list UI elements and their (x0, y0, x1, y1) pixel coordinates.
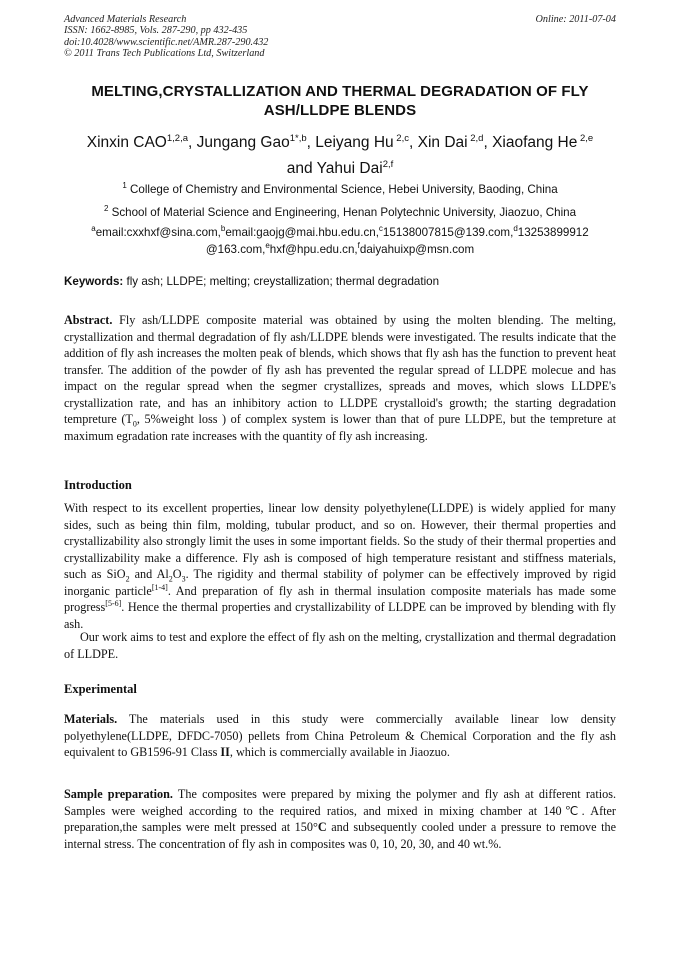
sample-preparation-paragraph (64, 786, 616, 852)
author-affiliation-mark: 1*,b (289, 132, 307, 144)
email-mark: a (91, 224, 96, 234)
experimental-heading: Experimental (64, 682, 137, 696)
author-name: Xiaofang He (492, 134, 578, 151)
body-text: . And preparation of fly ash in thermal insulation composite materials has made some progress (64, 583, 616, 614)
affiliation-mark: 2 (103, 204, 109, 214)
author-name: Leiyang Hu (315, 134, 394, 151)
email-mark: c (378, 224, 383, 234)
journal-issn: ISSN: 1662-8985, Vols. 287-290, pp 432-435 (64, 25, 248, 37)
keywords (64, 274, 616, 289)
introduction-heading: Introduction (64, 478, 132, 492)
affiliation-1 (64, 182, 616, 197)
body-text: The materials used in this study were commercially available linear low density polyethylene(LLDPE, DFDC-7050) pellets from China Petroleum & Chemical Corporation and the fly ash equivalent to GB1596-91 Class (64, 712, 616, 759)
author-affiliation-mark: 2,f (382, 158, 394, 170)
author-separator: , (306, 134, 316, 151)
citation: [1-4] (151, 582, 168, 592)
author-affiliation-mark: 2,d (467, 132, 484, 144)
paper-title: MELTING,CRYSTALLIZATION AND THERMAL DEGRADATION OF FLY ASH/LLDPE BLENDS (91, 83, 589, 119)
abstract-text: Fly ash/LLDPE composite material was obtained by using the molten blending. The melting, crystallization and thermal degradation of fly ash/LLDPE blends were investigated. The results indicate that the addition of fly ash increases the molten peak of blends, which shows that fly ash has the function to prevent heat transfer. The addition of the powder of fly ash has prevented the regular spread of LLDPE molecue and has impact on the regular spread when the segmer crystallizes, spreads and moves, which slows LLDPE's crystallization rate, and has an inhibitory action to LLDPE crystalloid's growth; the starting degradation tempreture (T (64, 313, 616, 426)
journal-header (64, 14, 616, 60)
author-name: Xinxin CAO (86, 134, 167, 151)
email-mark: d (513, 224, 518, 234)
keywords-label: Keywords: (64, 275, 124, 288)
introduction-paragraph-1 (64, 500, 616, 632)
email-list (64, 225, 616, 258)
body-text: O (172, 567, 182, 581)
abstract (64, 312, 616, 444)
body-bold: C (317, 820, 327, 834)
introduction-paragraph-2: Our work aims to test and explore the effect of fly ash on the melting, crystallization and thermal degradation of LLDPE. (64, 630, 616, 661)
author-name: and Yahui Dai (286, 160, 383, 177)
body-bold: II (220, 745, 230, 759)
abstract-text: , 5%weight loss ) of complex system is lower than that of pure LLDPE, but the tempreture at maximum egradation rate increases with the quantity of fly ash increasing. (64, 412, 616, 443)
subscript: 3 (181, 574, 186, 584)
author-separator: , (483, 134, 493, 151)
author-affiliation-mark: 1,2,a (166, 132, 189, 144)
journal-name: Advanced Materials Research (64, 14, 187, 25)
author-affiliation-mark: 2,e (577, 132, 594, 144)
abstract-subscript: 0 (132, 419, 137, 429)
body-text: , which is commercially available in Jiaozuo. (229, 745, 450, 759)
author-affiliation-mark: 2,c (393, 132, 409, 144)
email-link[interactable]: daiyahuixp@msn.com (359, 242, 475, 256)
online-date: Online: 2011-07-04 (535, 14, 616, 25)
author-separator: , (188, 134, 197, 151)
materials-paragraph (64, 711, 616, 761)
subscript: 2 (168, 574, 173, 584)
citation: [5-6] (105, 598, 122, 608)
body-text: . The rigidity and thermal stability of polymer can be effectively improved by rigid inorganic particle (64, 567, 616, 598)
author-separator: , (408, 134, 418, 151)
email-link[interactable]: 13253899912 @163.com, (205, 226, 589, 256)
affiliation-2 (64, 205, 616, 220)
email-mark: e (265, 240, 270, 250)
email-link[interactable]: hxf@hpu.edu.cn, (269, 242, 358, 256)
body-text: and subsequently cooled under a pressure to remove the internal stress. The concentration of fly ash in composites was 0, 10, 20, 30, and 40 wt.%. (64, 820, 616, 851)
affiliation-text: School of Material Science and Engineering, Henan Polytechnic University, Jiaozuo, China (111, 206, 577, 219)
body-text: and Al (129, 567, 169, 581)
email-link[interactable]: 15138007815@139.com, (382, 226, 514, 239)
journal-doi: doi:10.4028/www.scientific.net/AMR.287-290.432 (64, 36, 269, 48)
affiliation-text: College of Chemistry and Environmental Science, Hebei University, Baoding, China (130, 183, 558, 196)
email-link[interactable]: email:cxxhxf@sina.com, (95, 226, 221, 239)
email-mark: b (220, 224, 226, 234)
keywords-text: fly ash; LLDPE; melting; creystallization; thermal degradation (123, 275, 440, 288)
body-text: The composites were prepared by mixing the polymer and fly ash at different ratios. Samples were weighed according to the required ratios, and mixed in mixing chamber at 140℃. After preparation,the samples were melt pressed at 150° (64, 787, 616, 834)
abstract-label: Abstract. (64, 313, 113, 327)
author-name: Xin Dai (417, 134, 468, 151)
author-list (64, 130, 616, 182)
affiliation-mark: 1 (122, 181, 127, 191)
subscript: 2 (125, 574, 130, 584)
email-mark: f (357, 240, 360, 250)
body-text: . Hence the thermal properties and crystallizability of LLDPE can be improved by blending with fly ash. (64, 600, 616, 631)
author-name: Jungang Gao (196, 134, 290, 151)
journal-copyright: © 2011 Trans Tech Publications Ltd, Switzerland (64, 48, 265, 60)
materials-label: Materials. (64, 712, 118, 726)
sample-preparation-label: Sample preparation. (64, 787, 173, 801)
body-text: With respect to its excellent properties, linear low density polyethylene(LLDPE) is widely applied for many sides, such as being thin film, molding, tubular product, and so on. However, their thermal properties and crystallizability also strongly limit the uses in some important fields. So the study of their thermal properties and crystallizability make a difference. Fly ash is composed of high temperature resistant and stiffness materials, such as SiO (64, 501, 616, 581)
email-link[interactable]: email:gaojg@mai.hbu.edu.cn, (225, 226, 379, 239)
